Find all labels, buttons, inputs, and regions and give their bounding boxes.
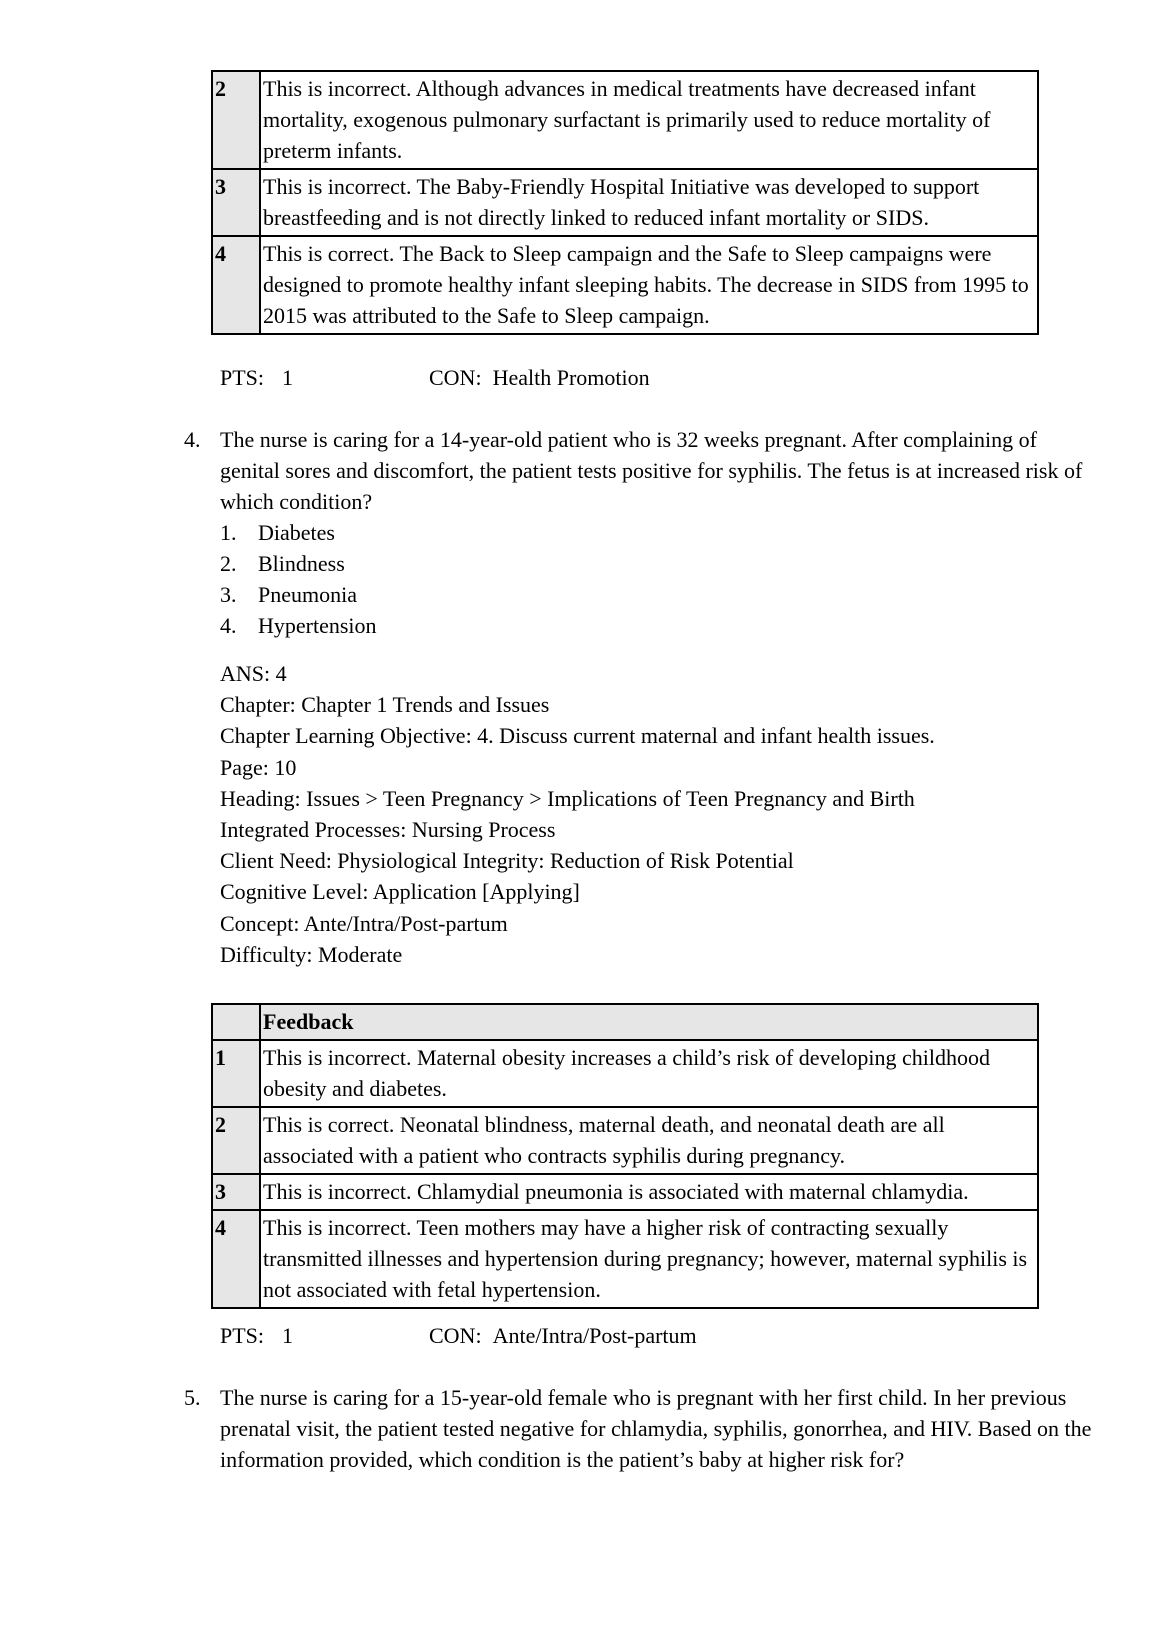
- table-row: [212, 169, 1038, 236]
- heading-ref: Heading: Issues > Teen Pregnancy > Implications of Teen Pregnancy and Birth: [220, 785, 915, 811]
- learning-objective: Chapter Learning Objective: 4. Discuss current maternal and infant health issues.: [220, 723, 935, 749]
- table-row: [212, 71, 1038, 169]
- question-number: 4.: [184, 427, 201, 452]
- row-feedback-text: This is incorrect. Teen mothers may have a higher risk of contracting sexually transmitted illnesses and hypertension during pregnancy; however, maternal syphilis is not associated with fetal hypertension.: [260, 1210, 1038, 1308]
- row-number: 3: [212, 169, 260, 236]
- answer-option: 4. Hypertension: [220, 613, 377, 638]
- table-header-row: [212, 1004, 1038, 1040]
- table-row: [212, 1210, 1038, 1308]
- row-number: 1: [212, 1040, 260, 1107]
- row-number: 2: [212, 71, 260, 169]
- row-feedback-text: This is correct. The Back to Sleep campaign and the Safe to Sleep campaigns were designed to promote healthy infant sleeping habits. The decrease in SIDS from 1995 to 2015 was attributed to the Safe to Sleep campaign.: [260, 236, 1038, 334]
- row-feedback-text: This is incorrect. Chlamydial pneumonia is associated with maternal chlamydia.: [260, 1174, 1038, 1210]
- difficulty: Difficulty: Moderate: [220, 941, 403, 967]
- answer-option: 3. Pneumonia: [220, 582, 357, 607]
- row-feedback-text: This is incorrect. Although advances in medical treatments have decreased infant mortality, exogenous pulmonary surfactant is primarily used to reduce mortality of preterm infants.: [260, 71, 1038, 169]
- row-feedback-text: This is incorrect. The Baby-Friendly Hospital Initiative was developed to support breastfeeding and is not directly linked to reduced infant mortality or SIDS.: [260, 169, 1038, 236]
- table-row: [212, 1174, 1038, 1210]
- feedback-header: Feedback: [260, 1004, 1038, 1040]
- row-feedback-text: This is incorrect. Maternal obesity increases a child’s risk of developing childhood obesity and diabetes.: [260, 1040, 1038, 1107]
- question-stem: The nurse is caring for a 14-year-old patient who is 32 weeks pregnant. After complaining of genital sores and discomfort, the patient tests positive for syphilis. The fetus is at increased risk of which condition?: [220, 427, 1083, 514]
- q4-pts: PTS: 1: [220, 1323, 294, 1348]
- question-number: 5.: [184, 1385, 201, 1410]
- prev-con: CON: Health Promotion: [429, 365, 650, 390]
- row-number: 2: [212, 1107, 260, 1174]
- table-row: [212, 1107, 1038, 1174]
- question-stem: The nurse is caring for a 15-year-old female who is pregnant with her first child. In her previous prenatal visit, the patient tested negative for chlamydia, syphilis, gonorrhea, and HIV. Based on the information provided, which condition is the patient’s baby at higher risk for?: [220, 1385, 1092, 1472]
- table-row: [212, 236, 1038, 334]
- prev-feedback-table: [211, 70, 1039, 335]
- row-number: 4: [212, 1210, 260, 1308]
- row-number: 4: [212, 236, 260, 334]
- table-row: [212, 1040, 1038, 1107]
- cognitive-level: Cognitive Level: Application [Applying]: [220, 879, 580, 905]
- answer-option: 1. Diabetes: [220, 520, 335, 545]
- page-ref: Page: 10: [220, 754, 297, 780]
- answer-options: [220, 517, 377, 641]
- question-metadata: [220, 658, 935, 970]
- concept: Concept: Ante/Intra/Post-partum: [220, 910, 508, 936]
- answer-key: ANS: 4: [220, 661, 287, 686]
- row-feedback-text: This is correct. Neonatal blindness, maternal death, and neonatal death are all associated with a patient who contracts syphilis during pregnancy.: [260, 1107, 1038, 1174]
- row-number: 3: [212, 1174, 260, 1210]
- client-need: Client Need: Physiological Integrity: Reduction of Risk Potential: [220, 848, 794, 874]
- answer-option: 2. Blindness: [220, 551, 345, 576]
- feedback-table: [211, 1003, 1039, 1309]
- integrated-processes: Integrated Processes: Nursing Process: [220, 817, 556, 843]
- prev-pts: PTS: 1: [220, 365, 294, 390]
- chapter: Chapter: Chapter 1 Trends and Issues: [220, 692, 550, 718]
- header-blank: [212, 1004, 260, 1040]
- q4-con: CON: Ante/Intra/Post-partum: [429, 1323, 697, 1348]
